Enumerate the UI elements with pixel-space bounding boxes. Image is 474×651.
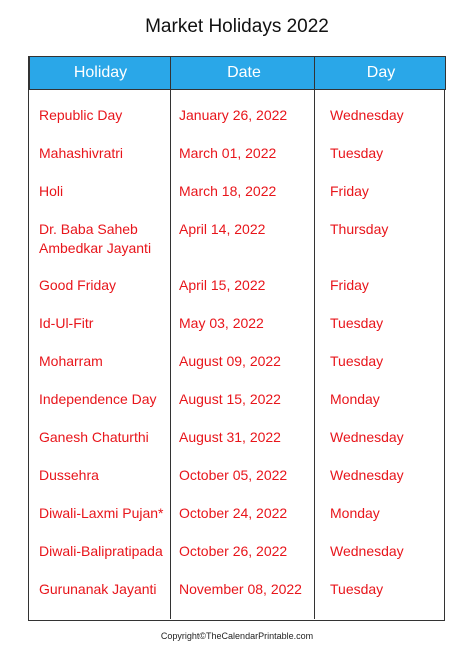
- holiday-day: Tuesday: [330, 145, 384, 161]
- table-row: [29, 374, 446, 412]
- holiday-date: March 18, 2022: [179, 183, 277, 199]
- holiday-date: April 15, 2022: [179, 277, 266, 293]
- holiday-date: August 15, 2022: [179, 391, 281, 407]
- table-row: [29, 450, 446, 488]
- table-row: [29, 336, 446, 374]
- holiday-date: January 26, 2022: [179, 107, 288, 123]
- header-day: Day: [366, 64, 396, 81]
- holiday-date: August 09, 2022: [179, 353, 281, 369]
- table-row: [29, 166, 446, 204]
- holiday-day: Wednesday: [330, 543, 404, 559]
- holiday-name: Dr. Baba Saheb Ambedkar Jayanti: [39, 221, 152, 256]
- table-row: [29, 128, 446, 166]
- holiday-day: Wednesday: [330, 467, 404, 483]
- page-title: Market Holidays 2022: [145, 16, 329, 37]
- holiday-date: October 05, 2022: [179, 467, 288, 483]
- holiday-date: August 31, 2022: [179, 429, 281, 445]
- copyright-footer: Copyright©TheCalendarPrintable.com: [160, 631, 314, 641]
- holiday-name: Independence Day: [39, 391, 157, 407]
- holiday-day: Tuesday: [330, 315, 384, 331]
- holiday-day: Tuesday: [330, 581, 384, 597]
- header-date: Date: [227, 64, 261, 81]
- holiday-name: Moharram: [39, 353, 103, 369]
- holiday-date: November 08, 2022: [179, 581, 302, 597]
- holiday-name: Good Friday: [39, 277, 117, 293]
- table-row: [29, 564, 446, 602]
- table-row: [29, 298, 446, 336]
- table-row: [29, 412, 446, 450]
- holiday-day: Thursday: [330, 221, 389, 237]
- holiday-day: Friday: [330, 277, 369, 293]
- table-body: [29, 90, 446, 602]
- holiday-date: April 14, 2022: [179, 221, 266, 237]
- table-row: [29, 488, 446, 526]
- header-holiday: Holiday: [73, 64, 128, 81]
- table-row: [29, 260, 446, 298]
- holiday-name: Diwali-Balipratipada: [39, 543, 163, 559]
- holiday-name: Dussehra: [39, 467, 99, 483]
- table-row: [29, 90, 446, 128]
- holiday-date: October 24, 2022: [179, 505, 288, 521]
- table-row: [29, 204, 446, 260]
- holiday-name: Republic Day: [39, 107, 123, 123]
- holiday-day: Monday: [330, 505, 380, 521]
- holiday-day: Tuesday: [330, 353, 384, 369]
- holiday-day: Friday: [330, 183, 369, 199]
- holiday-name: Ganesh Chaturthi: [39, 429, 149, 445]
- holiday-date: May 03, 2022: [179, 315, 264, 331]
- holiday-day: Wednesday: [330, 429, 404, 445]
- holiday-date: March 01, 2022: [179, 145, 277, 161]
- holiday-day: Monday: [330, 391, 380, 407]
- holiday-name: Diwali-Laxmi Pujan*: [39, 505, 164, 521]
- table-row: [29, 526, 446, 564]
- holiday-date: October 26, 2022: [179, 543, 288, 559]
- holiday-day: Wednesday: [330, 107, 404, 123]
- holiday-name: Gurunanak Jayanti: [39, 581, 157, 597]
- holiday-name: Mahashivratri: [39, 145, 124, 161]
- table-header: [29, 56, 446, 90]
- holiday-table: [28, 56, 445, 621]
- holiday-name: Id-Ul-Fitr: [39, 315, 94, 331]
- holiday-name: Holi: [39, 183, 64, 199]
